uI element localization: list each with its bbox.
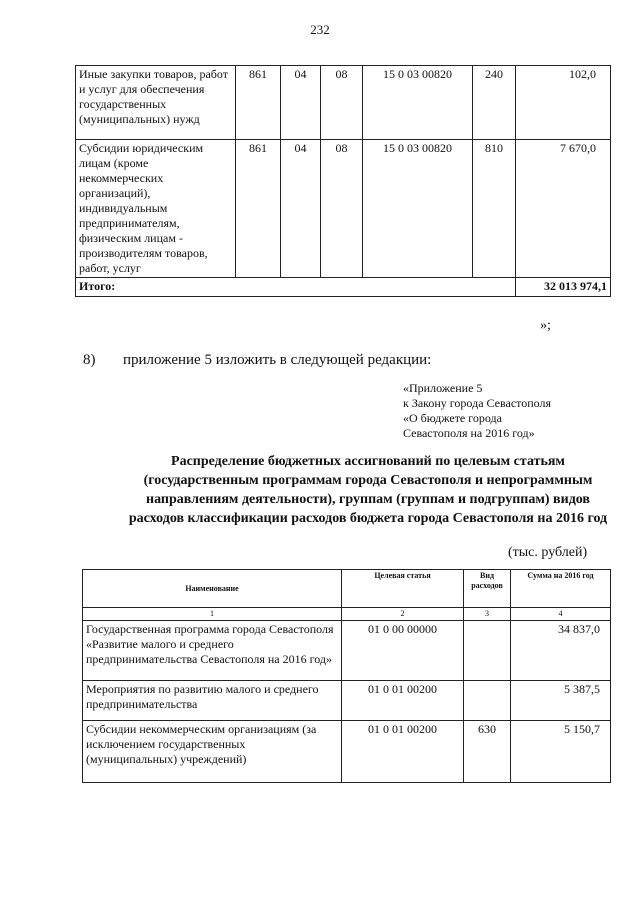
row-subsection-code: 08 bbox=[321, 140, 363, 278]
row-target-item: 01 0 01 00200 bbox=[342, 721, 464, 783]
table-row bbox=[76, 140, 611, 278]
expenditure-table-continued bbox=[75, 65, 611, 297]
row-target-item: 01 0 01 00200 bbox=[342, 681, 464, 721]
appendix-heading bbox=[403, 381, 551, 441]
row-amount: 102,0 bbox=[516, 66, 611, 140]
header-amount: Сумма на 2016 год bbox=[511, 570, 611, 608]
row-name: Государственная программа города Севастополя «Развитие малого и среднего предпринимательства Севастополя на 2016 год» bbox=[83, 621, 342, 681]
row-name: Субсидии юридическим лицам (кроме некоммерческих организаций), индивидуальным предпринимателям, физическим лицам - производителям товаров, работ, услуг bbox=[76, 140, 236, 278]
table-row bbox=[83, 621, 611, 681]
units-label: (тыс. рублей) bbox=[508, 545, 588, 560]
appendix-line: к Закону города Севастополя bbox=[403, 396, 552, 410]
row-amount: 5 150,7 bbox=[511, 721, 611, 783]
row-section-code: 04 bbox=[281, 66, 321, 140]
row-expense-type: 240 bbox=[473, 66, 516, 140]
row-expense-type: 630 bbox=[464, 721, 511, 783]
row-amount: 7 670,0 bbox=[516, 140, 611, 278]
appendix-line: «О бюджете города bbox=[403, 411, 502, 425]
allocation-table bbox=[82, 569, 611, 783]
appendix-line: Севастополя на 2016 год» bbox=[403, 426, 535, 440]
total-row bbox=[76, 278, 611, 297]
table-header-row bbox=[83, 570, 611, 608]
row-amount: 5 387,5 bbox=[511, 681, 611, 721]
row-section-code: 04 bbox=[281, 140, 321, 278]
row-subsection-code: 08 bbox=[321, 66, 363, 140]
index-4: 4 bbox=[511, 608, 611, 621]
table-row bbox=[76, 66, 611, 140]
appendix-line: «Приложение 5 bbox=[403, 381, 483, 395]
header-name: Наименование bbox=[83, 570, 342, 608]
index-3: 3 bbox=[464, 608, 511, 621]
header-expense-type: Вид расходов bbox=[464, 570, 511, 608]
row-name: Мероприятия по развитию малого и среднего предпринимательства bbox=[83, 681, 342, 721]
row-target-item: 01 0 00 00000 bbox=[342, 621, 464, 681]
row-expense-type bbox=[464, 621, 511, 681]
header-target-item: Целевая статья bbox=[342, 570, 464, 608]
amendment-item bbox=[83, 352, 431, 369]
row-amount: 34 837,0 bbox=[511, 621, 611, 681]
index-2: 2 bbox=[342, 608, 464, 621]
row-name: Иные закупки товаров, работ и услуг для обеспечения государственных (муниципальных) нужд bbox=[76, 66, 236, 140]
table-row bbox=[83, 681, 611, 721]
index-1: 1 bbox=[83, 608, 342, 621]
item-number: 8) bbox=[83, 352, 96, 368]
page-number: 232 bbox=[310, 22, 330, 37]
total-value: 32 013 974,1 bbox=[516, 278, 611, 297]
row-target-item: 15 0 03 00820 bbox=[363, 66, 473, 140]
row-name: Субсидии некоммерческим организациям (за исключением государственных (муниципальных) учреждений) bbox=[83, 721, 342, 783]
table-row bbox=[83, 721, 611, 783]
row-target-item: 15 0 03 00820 bbox=[363, 140, 473, 278]
row-department-code: 861 bbox=[236, 140, 281, 278]
row-expense-type: 810 bbox=[473, 140, 516, 278]
section-title: Распределение бюджетных ассигнований по целевым статьям (государственным программам города Севастополя и непрограммным направлениям деятельности), группам (группам и подгруппам) видов расходов классификации расходов бюджета города Севастополя на 2016 год bbox=[128, 454, 608, 526]
total-label: Итого: bbox=[76, 278, 516, 297]
table-index-row bbox=[83, 608, 611, 621]
row-expense-type bbox=[464, 681, 511, 721]
row-department-code: 861 bbox=[236, 66, 281, 140]
closing-quote: »; bbox=[540, 318, 551, 333]
item-text: приложение 5 изложить в следующей редакции: bbox=[123, 352, 432, 368]
